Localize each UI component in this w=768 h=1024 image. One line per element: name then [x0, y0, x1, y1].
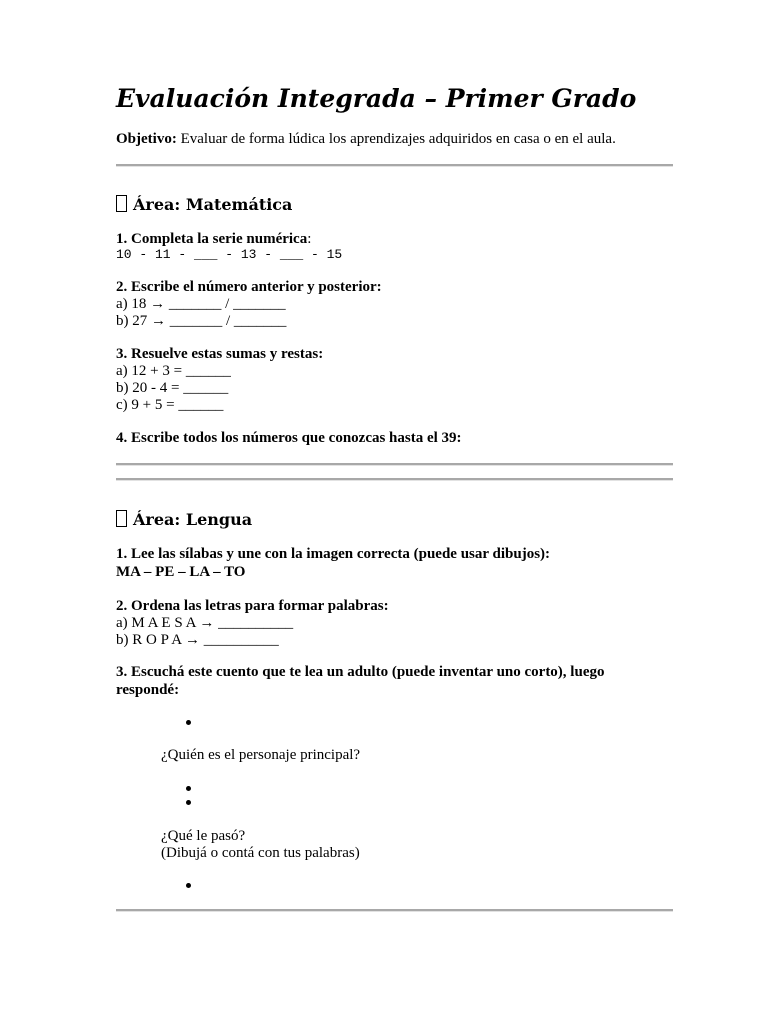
math-q3-prompt: 3. Resuelve estas sumas y restas:: [116, 346, 324, 362]
lang-q1-syllables: MA – PE – LA – TO: [116, 564, 246, 580]
section-heading-math-text: Área: Matemática: [133, 195, 293, 214]
lang-q2-a: a) M A E S A → __________: [116, 615, 294, 631]
missing-glyph-icon: [116, 195, 127, 212]
math-q4-prompt: 4. Escribe todos los números que conozcas hasta el 39:: [116, 430, 462, 446]
bullet: [186, 800, 191, 805]
lang-q3-question2-note: (Dibujá o contá con tus palabras): [161, 845, 360, 861]
math-q2-a: a) 18 → _______ / _______: [116, 296, 286, 312]
section-heading-math: [116, 195, 292, 214]
math-q3-a: a) 12 + 3 = ______: [116, 363, 231, 379]
bullet: [186, 883, 191, 888]
divider: [116, 909, 673, 912]
math-q2-prompt: 2. Escribe el número anterior y posterior:: [116, 279, 382, 295]
lang-q3-prompt-line1: 3. Escuchá este cuento que te lea un adulto (puede inventar uno corto), luego: [116, 664, 605, 680]
section-heading-language: [116, 510, 252, 529]
lang-q3-question2: ¿Qué le pasó?: [161, 828, 246, 844]
objective: [116, 131, 616, 148]
math-q1-colon: :: [307, 231, 312, 247]
missing-glyph-icon: [116, 510, 127, 527]
math-q2-b: b) 27 → _______ / _______: [116, 313, 287, 329]
bullet: [186, 786, 191, 791]
lang-q2-prompt: 2. Ordena las letras para formar palabras:: [116, 598, 389, 614]
math-q1-prompt-text: 1. Completa la serie numérica: [116, 231, 308, 247]
lang-q3-question1: ¿Quién es el personaje principal?: [161, 747, 361, 763]
lang-q3-prompt-line2: respondé:: [116, 682, 180, 698]
lang-q2-b: b) R O P A → __________: [116, 632, 279, 648]
divider: [116, 478, 673, 481]
math-q3-c: c) 9 + 5 = ______: [116, 397, 224, 413]
bullet: [186, 720, 191, 725]
math-q1-series: 10 - 11 - ___ - 13 - ___ - 15: [116, 247, 343, 262]
section-heading-language-text: Área: Lengua: [133, 510, 253, 529]
page-title: Evaluación Integrada – Primer Grado: [116, 84, 637, 113]
divider: [116, 164, 673, 167]
lang-q1-prompt: 1. Lee las sílabas y une con la imagen correcta (puede usar dibujos):: [116, 546, 551, 562]
divider: [116, 463, 673, 466]
math-q3-b: b) 20 - 4 = ______: [116, 380, 229, 396]
objective-text: Evaluar de forma lúdica los aprendizajes adquiridos en casa o en el aula.: [176, 131, 616, 147]
objective-label: Objetivo:: [116, 131, 177, 147]
